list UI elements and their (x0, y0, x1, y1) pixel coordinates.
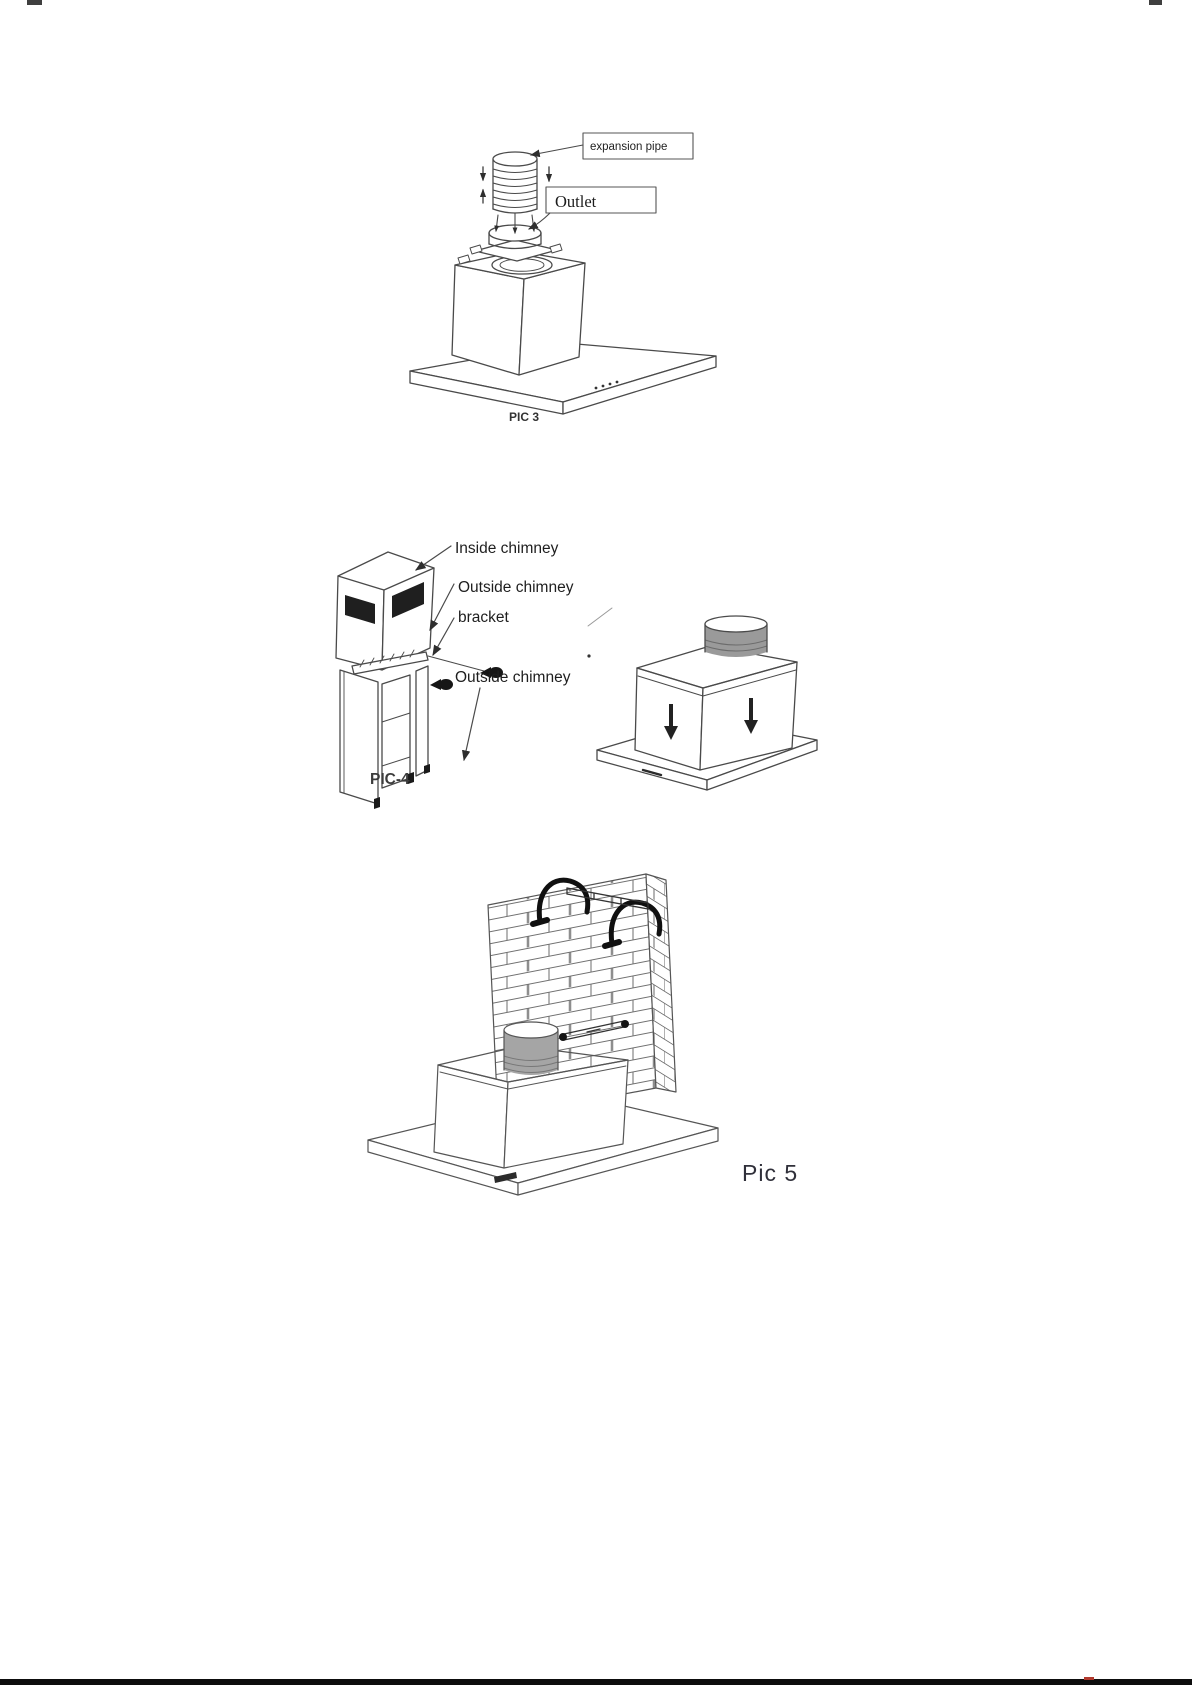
scan-mark-top-left (27, 0, 42, 5)
label-outside-chimney-lower: Outside chimney (455, 669, 571, 686)
hood-chimney-drawing (452, 246, 585, 375)
scan-mark-top-right (1149, 0, 1162, 5)
exhaust-pipe-drawing (504, 1022, 558, 1075)
caption-pic5: Pic 5 (742, 1160, 799, 1186)
exhaust-pipe-drawing (705, 616, 767, 657)
footer-red-mark (1084, 1677, 1094, 1680)
caption-pic4: PIC-4 (370, 771, 410, 788)
screw-icon (621, 1020, 629, 1028)
outlet-drawing (470, 225, 562, 261)
figure-pic3 (400, 125, 730, 435)
caption-pic3: PIC 3 (508, 410, 540, 424)
label-bracket: bracket (458, 609, 509, 626)
expansion-pipe-leader (531, 145, 583, 155)
figure-pic5 (360, 860, 830, 1205)
figure-hood-arrows (585, 600, 835, 800)
label-inside-chimney: Inside chimney (455, 540, 559, 557)
footer-bar (0, 1679, 1192, 1685)
outside-chimney-upper-drawing (336, 552, 434, 670)
label-outlet: Outlet (555, 192, 597, 211)
label-outside-chimney-upper: Outside chimney (458, 579, 574, 596)
label-expansion-pipe: expansion pipe (590, 141, 668, 153)
screw-icon (559, 1033, 567, 1041)
expansion-pipe-drawing (493, 152, 537, 213)
